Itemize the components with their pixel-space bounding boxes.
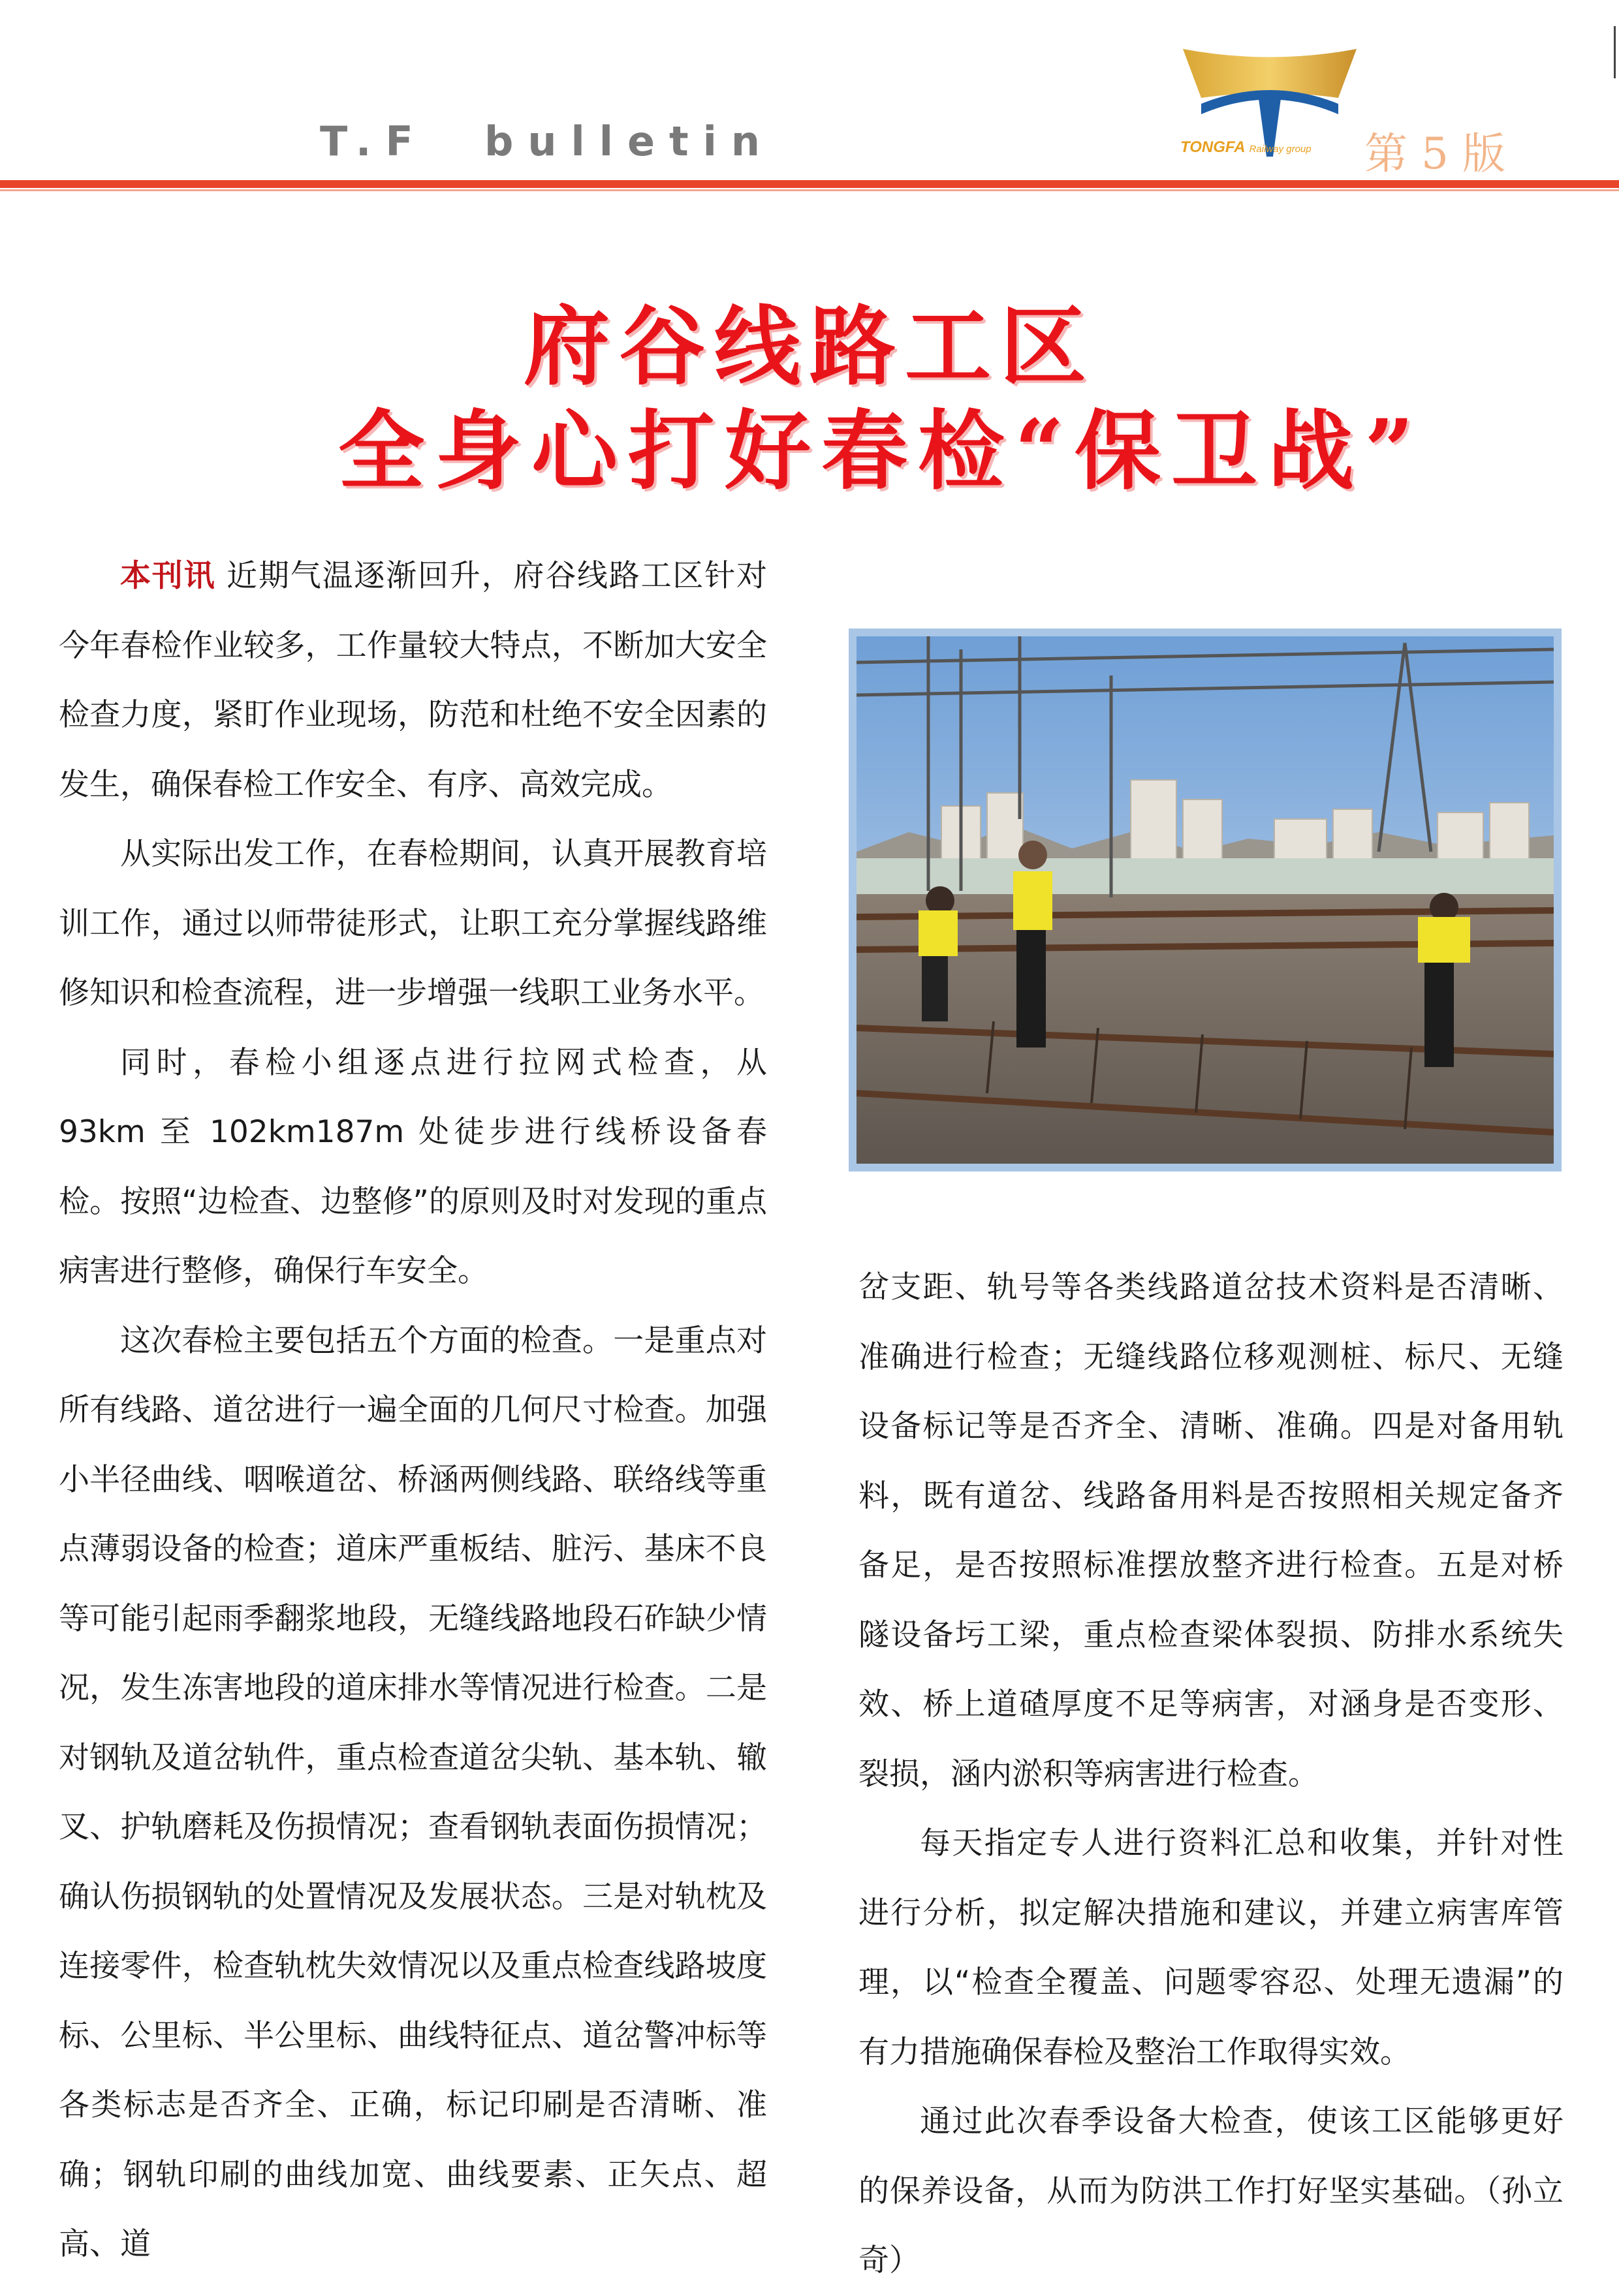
header-divider bbox=[0, 180, 1619, 188]
brand-name-text: TONGFA bbox=[1180, 138, 1246, 156]
article-photo-frame bbox=[849, 628, 1562, 1171]
article-paragraph-6: 通过此次春季设备大检查，使该工区能够更好的保养设备，从而为防洪工作打好坚实基础。（孙立奇） bbox=[858, 2103, 1564, 2278]
masthead-title: T.F bulletin bbox=[320, 117, 775, 165]
article-paragraph-4-continued: 岔支距、轨号等各类线路道岔技术资料是否清晰、准确进行检查；无缝线路位移观测桩、标尺、无缝设备标记等是否齐全、清晰、准确。四是对备用轨料，既有道岔、线路备用料是否按照相关规定备齐备足，是否按照标准摆放整齐进行检查。五是对桥隧设备圬工梁，重点检查梁体裂损、防排水系统失效、桥上道碴厚度不足等病害，对涵身是否变形、裂损，涵内淤积等病害进行检查。 bbox=[858, 1269, 1564, 1792]
article-paragraph-3: 同时，春检小组逐点进行拉网式检查，从 93km 至 102km187m 处徒步进行线桥设备春检。按照“边检查、边整修”的原则及时对发现的重点病害进行整修，确保行车安全。 bbox=[59, 1044, 767, 1289]
brand-name bbox=[1180, 138, 1312, 157]
article-paragraph-5: 每天指定专人进行资料汇总和收集，并针对性进行分析，拟定解决措施和建议，并建立病害库管理，以“检查全覆盖、问题零容忍、处理无遗漏”的有力措施确保春检及整治工作取得实效。 bbox=[858, 1825, 1564, 2070]
article-column-left bbox=[59, 542, 767, 2280]
article-paragraph-1 bbox=[59, 542, 767, 820]
track-inspection-photo bbox=[857, 636, 1554, 1164]
brand-subtitle: Railway group bbox=[1249, 144, 1312, 155]
article-lead: 本刊讯 bbox=[120, 558, 216, 594]
header-divider-shadow bbox=[0, 189, 1619, 191]
edge-line bbox=[1614, 26, 1616, 78]
article-p1-text: 近期气温逐渐回升，府谷线路工区针对今年春检作业较多，工作量较大特点，不断加大安全检查力度，紧盯作业现场，防范和杜绝不安全因素的发生，确保春检工作安全、有序、高效完成。 bbox=[59, 558, 768, 803]
article-paragraph-4: 这次春检主要包括五个方面的检查。一是重点对所有线路、道岔进行一遍全面的几何尺寸检查。加强小半径曲线、咽喉道岔、桥涵两侧线路、联络线等重点薄弱设备的检查；道床严重板结、脏污、基床不良等可能引起雨季翻浆地段，无缝线路地段石砟缺少情况，发生冻害地段的道床排水等情况进行检查。二是对钢轨及道岔轨件，重点检查道岔尖轨、基本轨、辙叉、护轨磨耗及伤损情况；查看钢轨表面伤损情况；确认伤损钢轨的处置情况及发展状态。三是对轨枕及连接零件，检查轨枕失效情况以及重点检查线路坡度标、公里标、半公里标、曲线特征点、道岔警冲标等各类标志是否齐全、正确，标记印刷是否清晰、准确；钢轨印刷的曲线加宽、曲线要素、正矢点、超高、道 bbox=[59, 1322, 767, 2262]
article-paragraph-2: 从实际出发工作，在春检期间，认真开展教育培训工作，通过以师带徒形式，让职工充分掌握线路维修知识和检查流程，进一步增强一线职工业务水平。 bbox=[59, 836, 767, 1011]
article-column-right bbox=[858, 1253, 1564, 2296]
headline-line-1: 府谷线路工区 bbox=[524, 296, 1095, 397]
headline-line-2: 全身心打好春检“保卫战” bbox=[338, 401, 1424, 502]
page-number-label: 第 5 版 bbox=[1364, 129, 1505, 179]
